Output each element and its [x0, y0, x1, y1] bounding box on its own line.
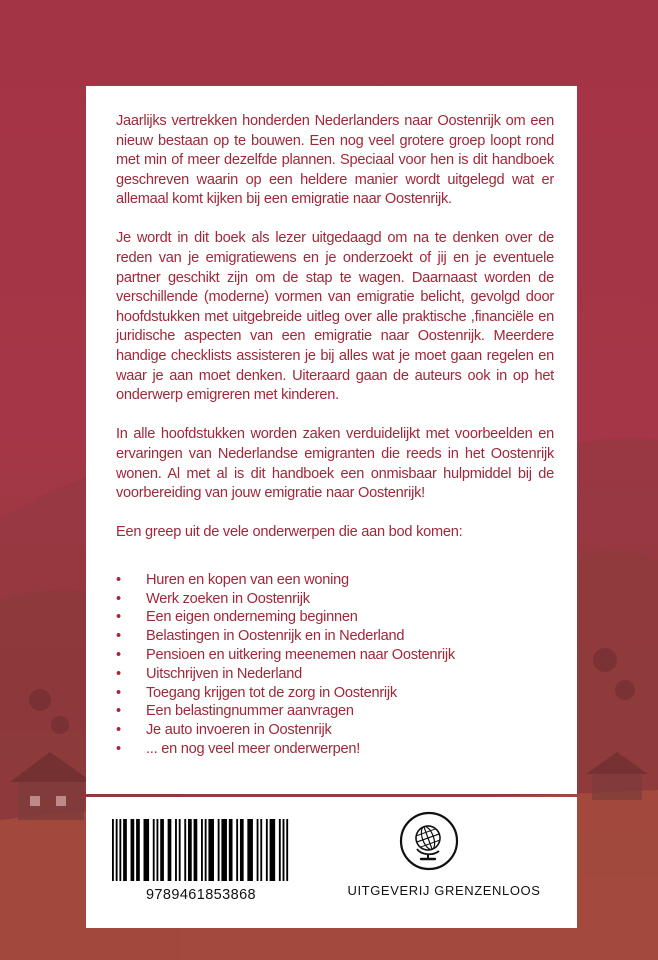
barcode-bar: [112, 819, 114, 881]
back-cover-text: [116, 112, 554, 759]
barcode-block: [112, 819, 290, 903]
barcode-bar: [123, 819, 127, 881]
list-item-text: Belastingen in Oostenrijk en in Nederland: [146, 628, 405, 645]
list-item-text: Pensioen en uitkering meenemen naar Oostenrijk: [146, 646, 455, 663]
barcode-bar: [194, 819, 198, 881]
text-panel: [86, 86, 577, 794]
publisher-name: UITGEVERIJ GRENZENLOOS: [347, 883, 541, 898]
topics-intro: Een greep uit de vele onderwerpen die aan bod komen:: [116, 524, 463, 541]
barcode-bar: [286, 819, 288, 881]
barcode-bar: [257, 819, 259, 881]
barcode-bar: [116, 819, 118, 881]
list-item: [116, 627, 554, 646]
bullet-icon: •: [116, 684, 121, 701]
barcode-bar: [136, 819, 140, 881]
bullet-icon: •: [116, 590, 121, 607]
list-item: [116, 590, 554, 609]
barcode-bar: [205, 819, 207, 881]
barcode-bar: [208, 819, 214, 881]
barcode-bar: [260, 819, 262, 881]
bullet-icon: •: [116, 703, 121, 720]
paragraph-1: Jaarlijks vertrekken honderden Nederlanders naar Oostenrijk om een nieuw bestaan op te bouwen. Een nog veel grotere groep loopt rond met min of meer dezelfde plannen. Speciaal voor hen is dit handboek geschreven waarin op een heldere manier wordt uitgelegd wat er allemaal komt kijken bij een emigratie naar Oostenrijk.: [116, 113, 554, 208]
barcode-bar: [153, 819, 155, 881]
barcode-panel: [86, 797, 577, 928]
barcode-bar: [179, 819, 181, 881]
barcode-bar: [279, 819, 281, 881]
bullet-icon: •: [116, 665, 121, 682]
globe-icon: [399, 811, 459, 871]
paragraph-3: In alle hoofdstukken worden zaken verduidelijkt met voorbeelden en ervaringen van Nederlandse emigranten die reeds in het Oostenrijk wonen. Al met al is dit handboek een onmisbaar hulpmiddel bij de voorbereiding van jouw emigratie naar Oostenrijk!: [116, 426, 554, 502]
barcode-bar: [218, 819, 220, 881]
bullet-icon: •: [116, 571, 121, 588]
paragraph-2: Je wordt in dit boek als lezer uitgedaagd om na te denken over de reden van je emigratiewens en je onderzoekt of jij en je eventuele partner geschikt zijn om de stap te wagen. Daarnaast worden de verschillende (moderne) vormen van emigratie belicht, gevolgd door hoofdstukken met uitgebreide uitleg over alle praktische ,financiële en juridische aspecten van een emigratie naar Oostenrijk. Meerdere handige checklists assisteren je bij alles wat je moet gaan regelen en waar je aan moet denken. Uiteraard gaan de auteurs ook in op het onderwerp emigreren met kinderen.: [116, 230, 554, 404]
isbn-number: 9789461853868: [145, 887, 257, 903]
bullet-icon: •: [116, 646, 121, 663]
barcode-bar: [160, 819, 164, 881]
list-item-text: Werk zoeken in Oostenrijk: [146, 590, 310, 607]
list-item: [116, 571, 554, 590]
barcode-bar: [119, 819, 121, 881]
barcode-bar: [168, 819, 172, 881]
list-item: [116, 646, 554, 665]
list-item: [116, 702, 554, 721]
list-item-text: Huren en kopen van een woning: [146, 571, 349, 588]
barcode-bar: [240, 819, 244, 881]
bullet-icon: •: [116, 628, 121, 645]
list-item-text: ... en nog veel meer onderwerpen!: [146, 740, 361, 757]
barcode-bar: [188, 819, 192, 881]
barcode-bar: [247, 819, 253, 881]
list-item-text: Uitschrijven in Nederland: [146, 665, 302, 682]
topics-list: [116, 571, 554, 759]
list-item: [116, 684, 554, 703]
barcode-bar: [201, 819, 203, 881]
list-item-text: Een belastingnummer aanvragen: [146, 703, 354, 720]
barcode-bar: [175, 819, 177, 881]
barcode-bar: [229, 819, 233, 881]
barcode: [112, 819, 290, 881]
list-item: [116, 665, 554, 684]
barcode-bar: [236, 819, 238, 881]
list-item: [116, 608, 554, 627]
barcode-bar: [184, 819, 186, 881]
list-item: [116, 740, 554, 759]
barcode-bar: [266, 819, 268, 881]
barcode-bar: [131, 819, 135, 881]
barcode-bar: [144, 819, 150, 881]
list-item-text: Je auto invoeren in Oostenrijk: [146, 722, 332, 739]
bullet-icon: •: [116, 609, 121, 626]
list-item-text: Toegang krijgen tot de zorg in Oostenrijk: [146, 684, 397, 701]
list-item: [116, 721, 554, 740]
barcode-bar: [221, 819, 227, 881]
bullet-icon: •: [116, 722, 121, 739]
barcode-bar: [283, 819, 285, 881]
barcode-bar: [270, 819, 276, 881]
barcode-bar: [157, 819, 159, 881]
bullet-icon: •: [116, 740, 121, 757]
list-item-text: Een eigen onderneming beginnen: [146, 609, 358, 626]
